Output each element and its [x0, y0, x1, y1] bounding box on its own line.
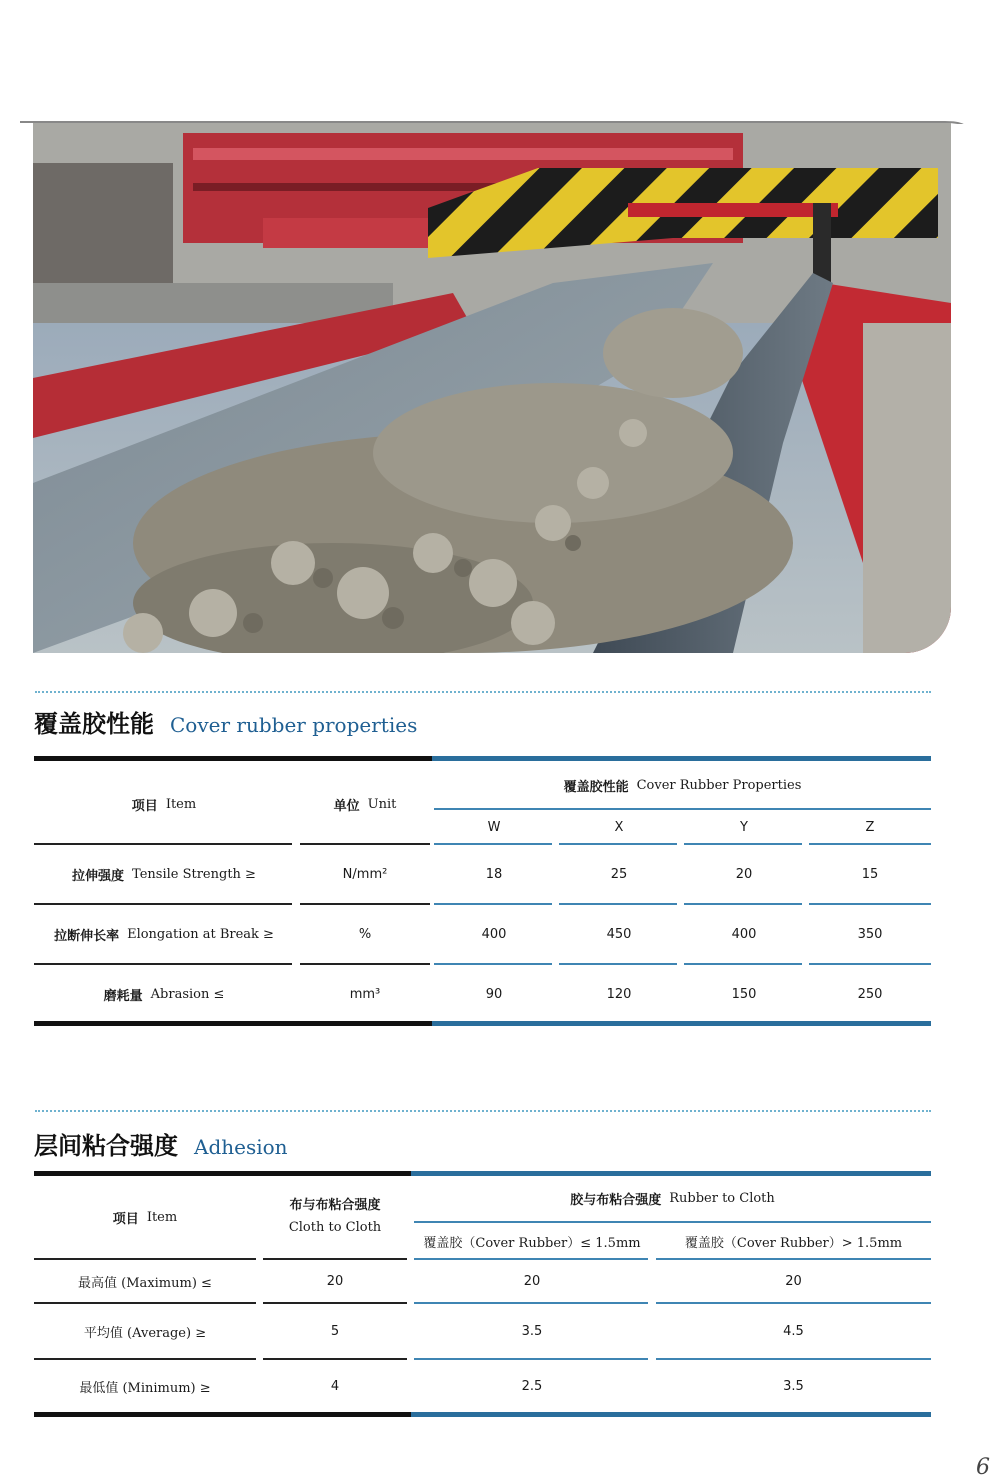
- header-cloth-en: Cloth to Cloth: [288, 1220, 382, 1235]
- row-label-zh: 拉伸强度: [72, 868, 125, 884]
- cover-title-en: Cover rubber properties: [170, 713, 418, 737]
- header-cloth-to-cloth: [262, 1176, 408, 1258]
- header-item-en: Item: [165, 796, 197, 812]
- row-unit: %: [358, 926, 372, 942]
- row-value: 20: [326, 1274, 344, 1289]
- header-rubber-to-cloth: [414, 1176, 931, 1220]
- cover-section-title: [34, 704, 417, 739]
- hero-photo-frame: [20, 120, 965, 655]
- row-value: 250: [857, 986, 883, 1002]
- cover-properties-table: [34, 756, 931, 1031]
- grade-z: Z: [865, 819, 875, 835]
- adhesion-section-title: [34, 1126, 288, 1161]
- row-value: 400: [481, 926, 507, 942]
- row-value: 2.5: [521, 1378, 543, 1394]
- header-rubber-zh: 胶与布粘合强度: [570, 1192, 662, 1208]
- table-row-label: [34, 965, 294, 1023]
- section-divider-cover: [35, 691, 931, 693]
- header-item: [34, 761, 294, 847]
- grade-w: W: [487, 819, 501, 835]
- conveyor-belt-photo: [33, 123, 951, 653]
- page-number: 6: [976, 1455, 990, 1480]
- header-item-en: Item: [146, 1209, 178, 1225]
- row-unit: mm³: [349, 986, 381, 1002]
- table-bottom-bar-black: [34, 1412, 411, 1417]
- adhesion-table: [34, 1171, 931, 1421]
- row-value: 20: [735, 866, 753, 882]
- header-unit-en: Unit: [367, 796, 397, 812]
- row-value: 25: [610, 866, 628, 882]
- subheader-cover-le: 覆盖胶（Cover Rubber）≤ 1.5mm: [423, 1235, 641, 1251]
- row-value: 20: [523, 1274, 541, 1289]
- row-value: 15: [861, 866, 879, 882]
- row-value: 90: [485, 986, 503, 1002]
- row-label-zh: 磨耗量: [103, 988, 143, 1004]
- adhesion-title-en: Adhesion: [194, 1135, 288, 1159]
- row-label-zh: 拉断伸长率: [54, 928, 120, 944]
- header-cover-props: [434, 761, 931, 809]
- table-row-label: 最低值 (Minimum) ≥: [79, 1380, 211, 1396]
- row-value: 400: [731, 926, 757, 942]
- header-props-en: Cover Rubber Properties: [636, 777, 802, 793]
- row-label-en: Elongation at Break ≥: [127, 926, 274, 942]
- header-item-zh: 项目: [112, 1211, 139, 1227]
- row-value: 4: [330, 1378, 340, 1394]
- grade-y: Y: [740, 819, 748, 835]
- row-value: 4.5: [783, 1323, 804, 1339]
- table-row-label: [34, 905, 294, 963]
- header-cloth-zh: 布与布粘合强度: [289, 1198, 381, 1213]
- table-row-label: 平均值 (Average) ≥: [83, 1325, 207, 1341]
- row-label-en: Abrasion ≤: [150, 986, 225, 1002]
- section-divider-adhesion: [35, 1110, 931, 1112]
- table-bottom-bar-blue: [432, 1021, 931, 1026]
- row-value: 450: [606, 926, 632, 942]
- header-unit-zh: 单位: [333, 798, 360, 814]
- table-bottom-bar-blue: [411, 1412, 931, 1417]
- header-rubber-en: Rubber to Cloth: [669, 1190, 775, 1206]
- header-item-zh: 项目: [131, 798, 158, 814]
- row-value: 3.5: [783, 1378, 804, 1394]
- table-bottom-bar-black: [34, 1021, 432, 1026]
- header-item: [34, 1176, 256, 1258]
- row-value: 20: [785, 1274, 802, 1289]
- row-value: 150: [731, 986, 757, 1002]
- subheader-cover-gt: 覆盖胶（Cover Rubber）> 1.5mm: [684, 1235, 903, 1251]
- adhesion-title-zh: 层间粘合强度: [34, 1132, 178, 1160]
- row-value: 3.5: [521, 1323, 543, 1339]
- table-row-label: [34, 845, 294, 903]
- row-value: 350: [857, 926, 883, 942]
- row-value: 5: [330, 1323, 340, 1339]
- grade-x: X: [614, 819, 624, 835]
- header-props-zh: 覆盖胶性能: [563, 779, 629, 795]
- table-row-label: 最高值 (Maximum) ≤: [78, 1276, 212, 1291]
- row-value: 120: [606, 986, 632, 1002]
- row-label-en: Tensile Strength ≥: [132, 866, 256, 882]
- row-value: 18: [485, 866, 503, 882]
- cover-title-zh: 覆盖胶性能: [34, 710, 154, 738]
- row-unit: N/mm²: [342, 866, 388, 882]
- header-unit: [300, 761, 430, 847]
